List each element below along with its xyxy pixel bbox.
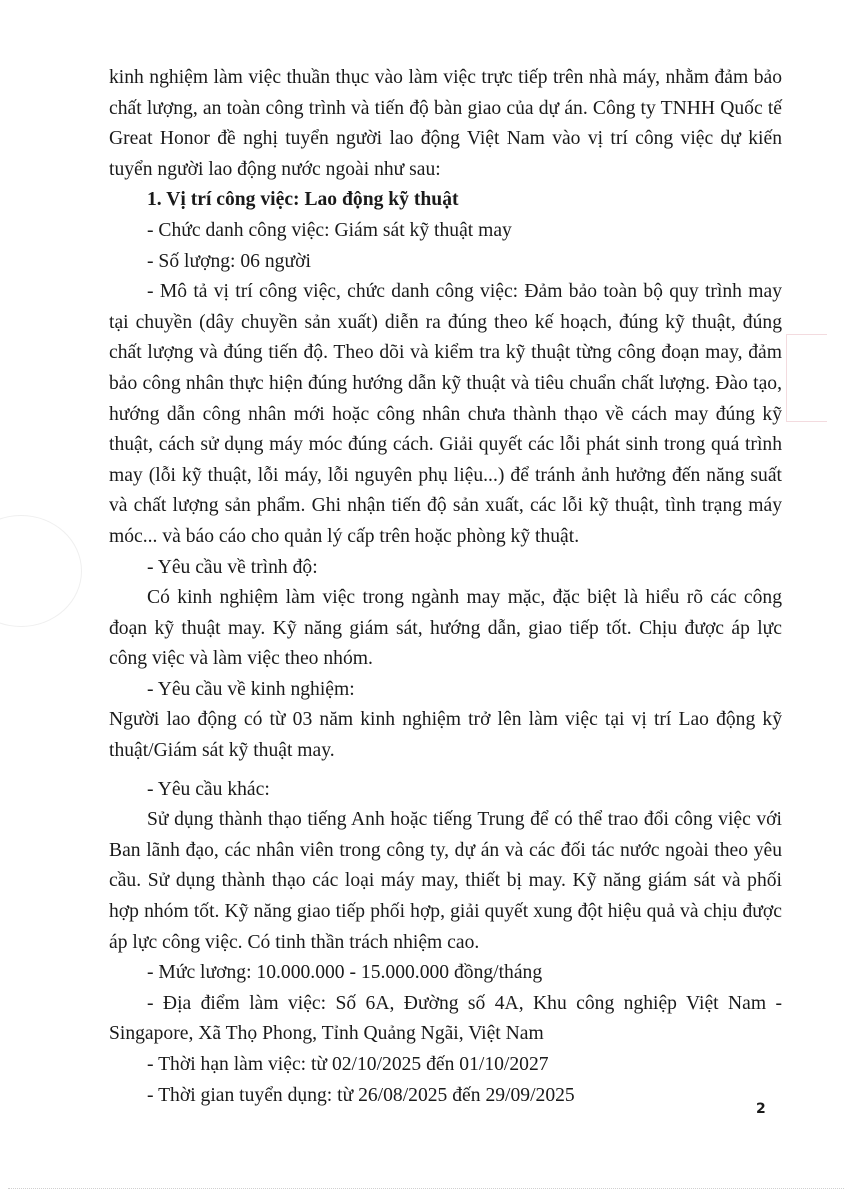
section-heading: 1. Vị trí công việc: Lao động kỹ thuật xyxy=(147,189,459,211)
page-number: 2 xyxy=(756,1101,766,1117)
recruitment-period: - Thời gian tuyển dụng: từ 26/08/2025 đến 29/09/2025 xyxy=(147,1084,575,1106)
document-body xyxy=(109,63,782,1111)
work-period: - Thời hạn làm việc: từ 02/10/2025 đến 01/10/2027 xyxy=(147,1054,549,1075)
other-text: Sử dụng thành thạo tiếng Anh hoặc tiếng Trung để có thể trao đổi công việc với Ban lãnh đạo, các nhân viên trong công ty, dự án và các đối tác nước ngoài theo yêu cầu. Sử dụng thành thạo các loại máy may, thiết bị may. Kỹ năng giám sát và phối hợp nhóm tốt. Kỹ năng giao tiếp phối hợp, giải quyết xung đột hiệu quả và chịu được áp lực công việc. Có tinh thần trách nhiệm cao. xyxy=(109,809,782,953)
work-location: - Địa điểm làm việc: Số 6A, Đường số 4A, Khu công nghiệp Việt Nam - Singapore, Xã Thọ Phong, Tỉnh Quảng Ngãi, Việt Nam xyxy=(109,992,782,1045)
intro-paragraph: kinh nghiệm làm việc thuần thục vào làm việc trực tiếp trên nhà máy, nhằm đảm bảo chất lượng, an toàn công trình và tiến độ bàn giao của dự án. Công ty TNHH Quốc tế Great Honor đề nghị tuyển người lao động Việt Nam vào vị trí công việc dự kiến tuyển người lao động nước ngoài như sau: xyxy=(109,67,782,180)
experience-label: - Yêu cầu về kinh nghiệm: xyxy=(147,678,355,700)
faded-seal-stamp xyxy=(0,515,82,627)
quantity: - Số lượng: 06 người xyxy=(147,250,311,272)
education-text: Có kinh nghiệm làm việc trong ngành may mặc, đặc biệt là hiểu rõ các công đoạn kỹ thuật may. Kỹ năng giám sát, hướng dẫn, giao tiếp tốt. Chịu được áp lực công việc và làm việc theo nhóm. xyxy=(109,587,782,670)
salary: - Mức lương: 10.000.000 - 15.000.000 đồng/tháng xyxy=(147,962,543,984)
education-label: - Yêu cầu về trình độ: xyxy=(147,556,318,578)
received-stamp xyxy=(786,334,827,422)
job-title: - Chức danh công việc: Giám sát kỹ thuật may xyxy=(147,219,512,241)
experience-text: Người lao động có từ 03 năm kinh nghiệm trở lên làm việc tại vị trí Lao động kỹ thuật/Giám sát kỹ thuật may. xyxy=(109,709,782,762)
job-description: - Mô tả vị trí công việc, chức danh công việc: Đảm bảo toàn bộ quy trình may tại chuyền (dây chuyền sản xuất) diễn ra đúng theo kế hoạch, đúng kỹ thuật, đúng chất lượng và đúng tiến độ. Theo dõi và kiểm tra kỹ thuật từng công đoạn may, đảm bảo công nhân thực hiện đúng hướng dẫn kỹ thuật và tiêu chuẩn chất lượng. Đào tạo, hướng dẫn công nhân mới hoặc công nhân chưa thành thạo về cách may đúng kỹ thuật, cách sử dụng máy móc đúng cách. Giải quyết các lỗi phát sinh trong quá trình may (lỗi kỹ thuật, lỗi máy, lỗi nguyên phụ liệu...) để tránh ảnh hưởng đến năng suất và chất lượng sản phẩm. Ghi nhận tiến độ sản xuất, các lỗi kỹ thuật, tình trạng máy móc... và báo cáo cho quản lý cấp trên hoặc phòng kỹ thuật. xyxy=(109,281,782,547)
scan-edge-line xyxy=(8,1188,844,1189)
other-label: - Yêu cầu khác: xyxy=(147,778,270,800)
